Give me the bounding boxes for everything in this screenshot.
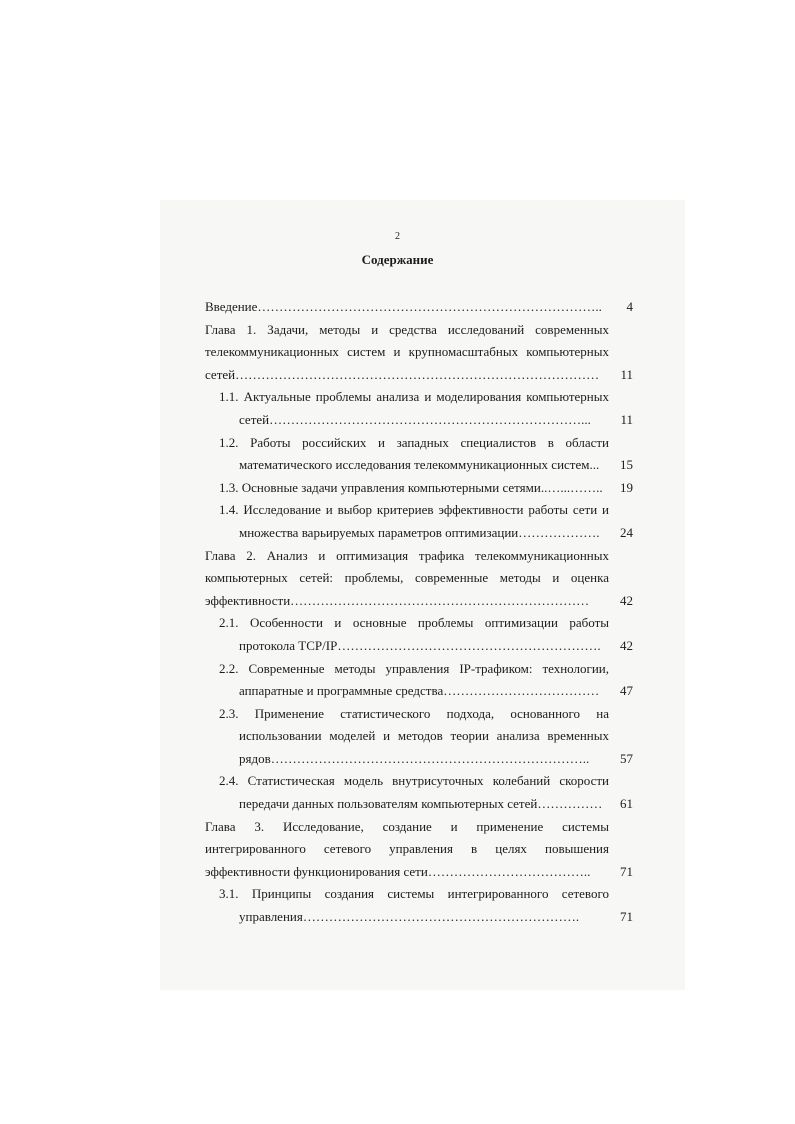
toc-entry-text: Глава 3. Исследование, создание и применение системы интегрированного сетевого управления в целях повышения эффективности функционирования сети — [205, 818, 609, 879]
toc-entry-page: 42 — [620, 592, 633, 608]
toc-entry-page: 4 — [626, 299, 633, 314]
page-number: 2 — [395, 231, 400, 242]
toc-entry-page: 47 — [620, 683, 633, 699]
toc-entry-section-1-1 — [205, 386, 633, 431]
toc-entry-page: 24 — [620, 524, 633, 540]
toc-entry-section-2-4 — [205, 770, 633, 815]
toc-entry-leader: ……………………………………………………………….. — [270, 750, 590, 766]
toc-entry-text: 1.4. Исследование и выбор критериев эффективности работы сети и множества варьируемых параметров оптимизации — [219, 502, 609, 540]
toc-entry-page: 61 — [620, 796, 633, 812]
toc-entry-leader: ... — [589, 457, 600, 473]
toc-entry-text: 3.1. Принципы создания системы интегрированного сетевого управления — [219, 886, 609, 925]
toc-entry-leader: ……………………………………………………. — [337, 637, 601, 653]
toc-entry-page: 71 — [620, 909, 633, 925]
toc-entry-leader: ………………………………………………………………………… — [235, 366, 600, 382]
toc-entry-text: Введение — [205, 299, 258, 314]
toc-entry-text: 1.1. Актуальные проблемы анализа и моделирования компьютерных сетей — [219, 389, 609, 427]
toc-entry-section-2-3 — [205, 703, 633, 771]
toc-entry-section-3-1 — [205, 883, 633, 928]
toc-entry-leader: ..…...…….. — [540, 479, 603, 495]
toc-entry-section-1-4 — [205, 499, 633, 544]
toc-entry-section-1-3 — [205, 477, 633, 500]
page-title: Содержание — [361, 252, 434, 267]
toc-entry-leader: ……………………………… — [443, 683, 600, 699]
toc-entry-text: 1.2. Работы российских и западных специалистов в области математического исследования телекоммуникационных систем — [219, 434, 609, 473]
toc-entry-section-2-1 — [205, 612, 633, 657]
toc-entry-text: 2.4. Статистическая модель внутрисуточных колебаний скорости передачи данных пользователям компьютерных сетей — [219, 773, 609, 812]
toc-entry-leader: ………………………………………………………………... — [269, 411, 591, 427]
toc-entry-chapter-2 — [205, 545, 633, 613]
toc-entry-page: 11 — [620, 366, 633, 382]
toc-entry-page: 71 — [620, 863, 633, 879]
toc-entry-text: Глава 1. Задачи, методы и средства исследований современных телекоммуникационных систем и крупномасштабных компьютерных сетей — [205, 321, 609, 382]
toc-entry-chapter-1 — [205, 319, 633, 387]
toc-entry-leader: ………………………………………………………. — [302, 909, 580, 925]
toc-entry-introduction — [205, 296, 633, 319]
toc-entry-section-2-2 — [205, 658, 633, 703]
toc-entry-section-1-2 — [205, 432, 633, 477]
toc-entry-page: 11 — [620, 411, 633, 427]
table-of-contents — [205, 296, 633, 929]
toc-entry-page: 19 — [620, 479, 633, 495]
toc-entry-leader: ……………………………….. — [427, 863, 591, 879]
toc-entry-text: 2.1. Особенности и основные проблемы оптимизации работы протокола TCP/IP — [219, 615, 609, 653]
toc-entry-leader: ………………. — [518, 524, 600, 540]
toc-entry-leader: …………………………………………………………………….. — [257, 299, 602, 314]
toc-entry-text: 1.3. Основные задачи управления компьютерными сетями — [219, 479, 541, 495]
toc-entry-leader: …………… — [537, 796, 603, 812]
toc-entry-page: 42 — [620, 637, 633, 653]
toc-entry-text: Глава 2. Анализ и оптимизация трафика телекоммуникационных компьютерных сетей: проблемы, современные методы и оценка эффективности — [205, 547, 609, 608]
toc-entry-page: 57 — [620, 750, 633, 766]
toc-entry-text: 2.2. Современные методы управления IP-трафиком: технологии, аппаратные и программные средства — [219, 660, 609, 699]
toc-entry-text: 2.3. Применение статистического подхода, основанного на использовании моделей и методов теории анализа временных рядов — [219, 705, 609, 766]
toc-entry-chapter-3 — [205, 816, 633, 884]
toc-entry-page: 15 — [620, 457, 633, 473]
toc-entry-leader: …………………………………………………………… — [290, 592, 590, 608]
